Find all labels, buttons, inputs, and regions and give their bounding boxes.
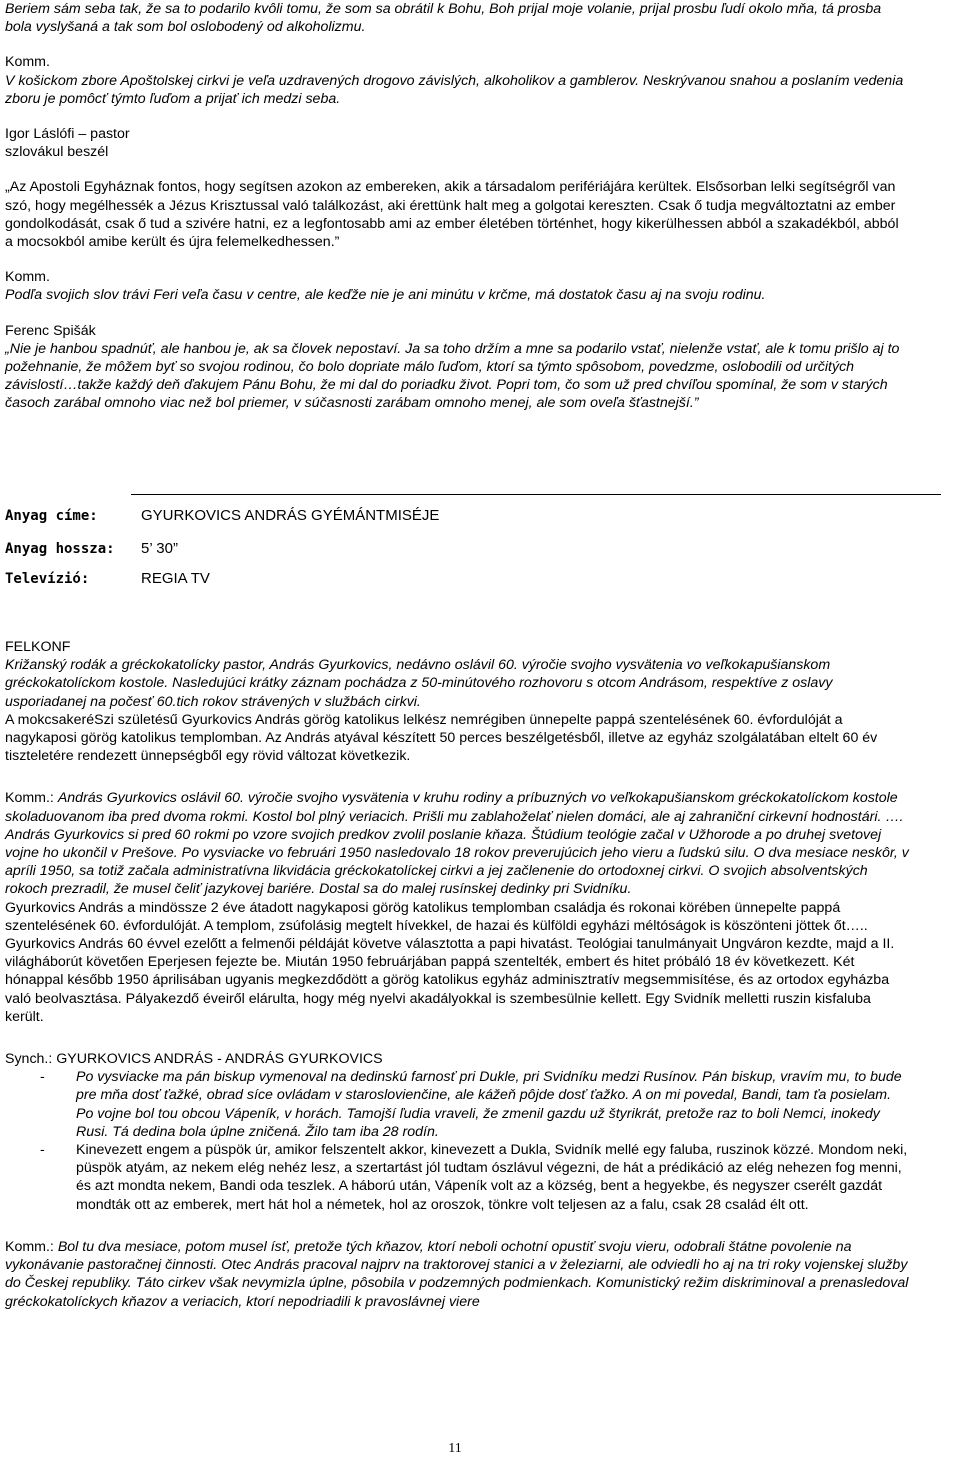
meta-length-label: Anyag hossza:: [5, 541, 115, 557]
felkonf-heading: FELKONF: [5, 639, 71, 655]
komm-text: András Gyurkovics oslávil 60. výročie svojho vysvätenia v kruhu rodiny a príbuzných vo veľkokapušianskom gréckokatolíckom kostole skoladuovanom iba pred dvoma rokmi. Kostol bol plný veriacich. Prišli mu zablahoželať nielen domáci, ale aj zahraniční cirkevní hodnostári. ….: [5, 790, 904, 825]
synch-list: [5, 1068, 910, 1214]
paragraph-komm-3: [5, 789, 910, 825]
paragraph-hu-4: Gyurkovics András 60 évvel ezelőtt a felmenői példáját követve választotta a papi hivatást. Teológiai tanulmányait Ungváron kezdte, majd a II. világháborút követően Eperjesen fejezte be. Miután 1950 februárjában pappá szentelték, embert és hitet próbáló 18 év következett. Két hónappal később 1950 áprilisában ugyanis megkezdődött a görög katolikus egyház adminisztratív megsemmisítése, és az ortodox egyházba való beolvasztása. Pályakezdő éveiről elárulta, hogy még nyelvi akadályokkal is szembesülnie kellett. Egy Svidník melletti ruszin kisfaluba került.: [5, 936, 895, 1025]
speaker-note: szlovákul beszél: [5, 144, 109, 161]
quote-hungarian: „Az Apostoli Egyháznak fontos, hogy segítsen azokon az embereken, akik a társadalom perifériájára kerültek. Elsősorban lelki segítségről van szó, hogy megélhessék a Jézus Krisztussal való találkozást, aki érettünk halt meg a golgotai kereszten. Csak ő tudja megváltoztatni az ember gondolkodását, csak ő tud a szivére hatni, ez a legfontosabb ami az ember életében történhet, hogy kikerülhessen abból a szakadékból, abból a mocsokból amibe került és újra felemelkedhessen.”: [5, 179, 899, 251]
speaker-name: Igor Láslófi – pastor: [5, 126, 130, 143]
meta-title-label: Anyag címe:: [5, 508, 98, 524]
list-item: [5, 1141, 910, 1214]
paragraph-hu-intro: A mokcsakeréSzi születésű Gyurkovics András görög katolikus lelkész nemrégiben ünnepelte pappá szentelésének 60. évfordulóját a nagykaposi görög katolikus templomban. Az András atyával készített 50 perces beszélgetésből, illetve az egyház szolgálatában eltelt 60 év tiszteletére rendezett ünnepségből egy rövid változat következik.: [5, 711, 878, 765]
story-body: [5, 638, 910, 1311]
komm-label: Komm.: [5, 54, 50, 71]
story-metadata: [5, 494, 945, 594]
divider: [131, 494, 941, 495]
document-page: [5, 0, 910, 413]
paragraph-intro: Beriem sám seba tak, že sa to podarilo kvôli tomu, že som sa obrátil k Bohu, Boh prijal moje volanie, prijal prosbu ľudí okolo mňa, tá prosba bola vyslyšaná a tak som bol oslobodený od alkoholizmu.: [5, 1, 882, 36]
synch-heading: Synch.: GYURKOVICS ANDRÁS - ANDRÁS GYURKOVICS: [5, 1051, 383, 1068]
speaker-name: Ferenc Spišák: [5, 322, 96, 339]
paragraph-hu-3: Gyurkovics András a mindössze 2 éve átadott nagykaposi görög katolikus templomban családja és rokonai körében ünnepelte pappá szentelésének 60. évfordulóját. A templom, zsúfolásig megtelt hívekkel, de hazai és külföldi egyházi méltóságok is köszönteni jöttek őt…..: [5, 899, 868, 934]
meta-title-value: GYURKOVICS ANDRÁS GYÉMÁNTMISÉJE: [141, 507, 440, 524]
synch-item-sk: Po vysviacke ma pán biskup vymenoval na dedinskú farnosť pri Dukle, pri Svidníku medzi Rusínov. Pán biskup, vravím mu, to bude pre mňa dosť ťažké, obrad síce ovládam v staroslovienčine, ale kážeň pôjde dosť ťažko. A on mi povedal, Bandi, tam ťa posielam. Po vojne bol tou obcou Vápeník, v horách. Tamojší ľudia vraveli, že zmenil gazdu už štyrikrát, pretože raz to boli Nemci, inokedy Rusi. Tá dedina bola úplne zničená. Žilo tam iba 28 rodín.: [76, 1069, 902, 1140]
quote-slovak: „Nie je hanbou spadnúť, ale hanbou je, ak sa človek nepostaví. Ja sa toho držím a mne sa podarilo vstať, nielenže vstať, ale k tomu prišlo aj to požehnanie, že môžem byť so svojou rodinou, čo bolo dopriate málo ľuďom, ktorí sa týmto spôsobom, povedzme, oslobodili od určitých závislostí…takže každý deň ďakujem Pánu Bohu, že mi dal do poriadku život. Popri tom, čo som už pred chvíľou spomínal, že som v starých časoch zarábal omnoho viac než bol priemer, v súčasnosti zarábam omnoho menej, ale som oveľa šťastnejší.”: [5, 340, 900, 412]
meta-tv-label: Televízió:: [5, 571, 90, 587]
meta-length-value: 5’ 30”: [141, 540, 178, 557]
synch-item-hu: Kinevezett engem a püspök úr, amikor felszentelt akkor, kinevezett a Dukla, Svidník mellé egy faluba, ruszinok közzé. Mondom neki, püspök atyám, az nekem elég nehéz lesz, a szertartást jól tudtam ószlávul végezni, de hát a prédikáció az elég nehezen fog menni, és azt mondta nekem, Bandi oda teszlek. A háború után, Vápeník volt az a község, bent a hegyekbe, és negyszer cserélt gazdát mondták ott az emberek, mert hát hol a németek, hol az oroszok, tönkre volt teljesen az a falu, csak 28 család élt ott.: [76, 1142, 908, 1213]
paragraph-komm-2: Podľa svojich slov trávi Feri veľa času v centre, ale keďže nie je ani minútu v krčme, má dostatok času aj na svoju rodinu.: [5, 287, 766, 304]
meta-tv-value: REGIA TV: [141, 570, 210, 587]
komm-label: Komm.:: [5, 1238, 54, 1255]
list-dash: -: [40, 1069, 45, 1086]
paragraph-sk-2: András Gyurkovics si pred 60 rokmi po vzore svojich predkov zvolil poslanie kňaza. Štúdium teológie začal v Užhorode a po druhej svetovej vojne ho ukončil v Prešove. Po vysviacke vo februári 1950 nasledovalo 18 rokov preverujúcich jeho vieru a ľudskú silu. O dva mesiace neskôr, v apríli 1950, sa totiž začala administratívna likvidácia gréckokatolíckej cirkvi a jej začlenenie do ortodoxnej cirkvi. O svojich absolventských rokoch prezradil, že musel čeliť jazykovej bariére. Dostal sa do malej rusínskej dedinky pri Svidníku.: [5, 826, 909, 898]
paragraph-komm-1: V košickom zbore Apoštolskej cirkvi je veľa uzdravených drogovo závislých, alkoholikov a gamblerov. Neskrývanou snahou a poslaním vedenia zboru je pomôcť týmto ľuďom a prijať ich medzi seba.: [5, 72, 904, 107]
komm-label: Komm.:: [5, 790, 54, 807]
page-number: 11: [448, 1441, 462, 1456]
list-dash: -: [40, 1142, 45, 1159]
paragraph-sk-intro: Križanský rodák a gréckokatolícky pastor, András Gyurkovics, nedávno oslávil 60. výročie svojho vysvätenia vo veľkokapušianskom gréckokatolíckom kostole. Nasledujúci krátky záznam pochádza z 50-minútového rozhovoru s otcom Andrásom, respektíve z oslavy usporiadanej na počesť 60.tich rokov strávených v službách cirkvi.: [5, 657, 833, 710]
komm-text: Bol tu dva mesiace, potom musel ísť, pretože tých kňazov, ktorí neboli ochotní opustiť svoju vieru, odobrali štátne povolenie na vykonávanie pastoračnej činnosti. Otec András pracoval najprv na traktorovej stanici a v železiarni, ale odviedli ho aj na tri roky vojenskej služby do Českej republiky. Táto cirkev však nevymizla úplne, pôsobila v podzemných podmienkach. Komunistický režim diskriminoval a prenasledoval gréckokatolíckych kňazov a veriacich, ktorí nepodriadili k pravoslávnej viere: [5, 1238, 909, 1310]
list-item: [5, 1068, 910, 1141]
komm-label: Komm.: [5, 269, 50, 286]
paragraph-komm-4: [5, 1238, 910, 1311]
